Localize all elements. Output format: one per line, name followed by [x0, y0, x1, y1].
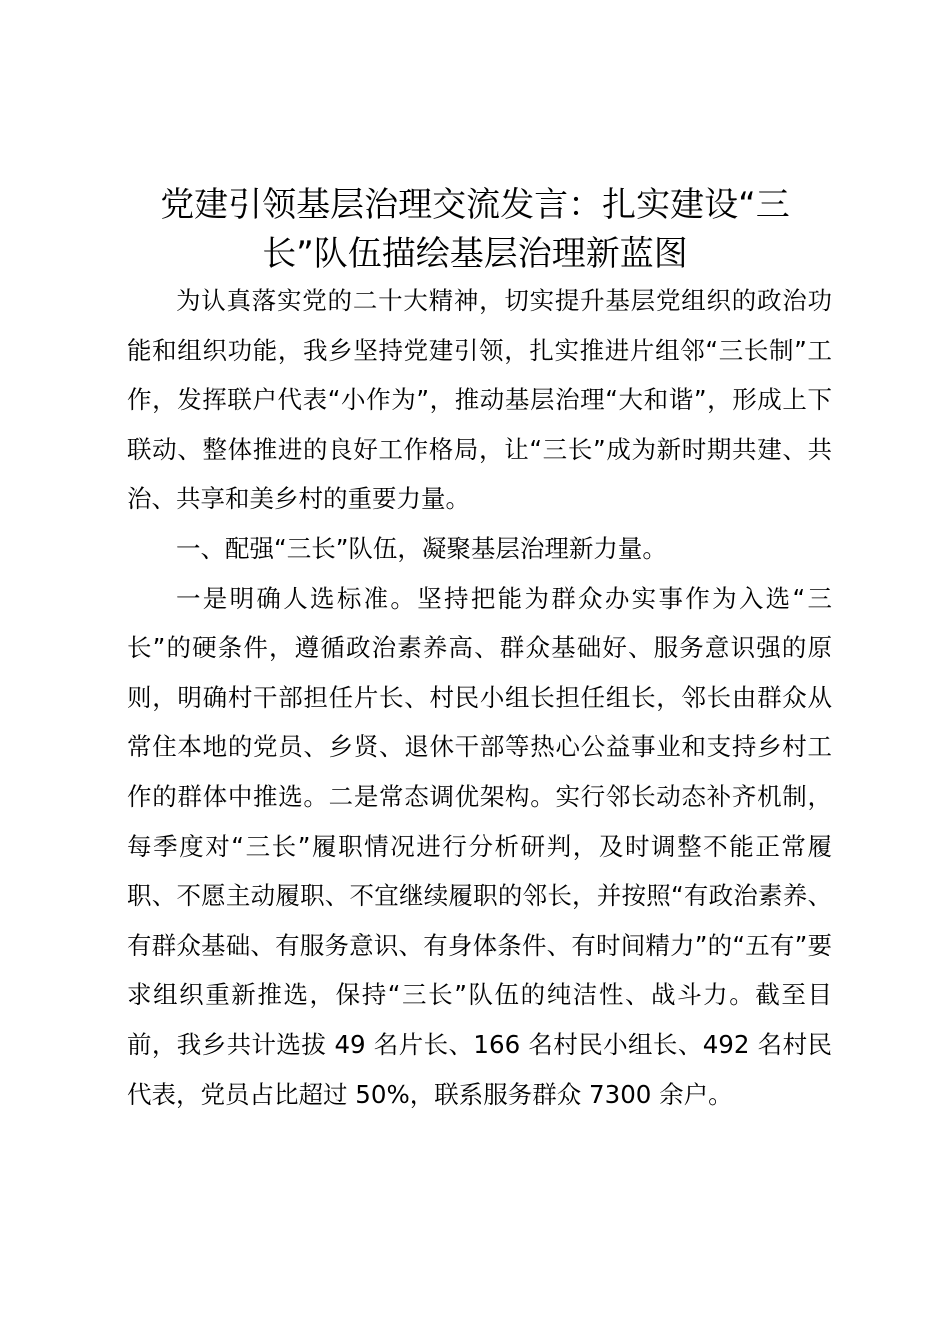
section-heading: 一、配强“三长”队伍，凝聚基层治理新力量。 [176, 533, 667, 563]
body-paragraph: 一是明确人选标准。坚持把能为群众办实事作为入选“三长”的硬条件，遵循政治素养高、群众基础好、服务意识强的原则，明确村干部担任片长、村民小组长担任组长，邻长由群众从常住本地的党员、乡贤、退休干部等热心公益事业和支持乡村工作的群体中推选。二是常态调优架构。实行邻长动态补齐机制，每季度对“三长”履职情况进行分析研判，及时调整不能正常履职、不愿主动履职、不宜继续履职的邻长，并按照“有政治素养、有群众基础、有服务意识、有身体条件、有时间精力”的“五有”要求组织重新推选，保持“三长”队伍的纯洁性、战斗力。截至目前，我乡共计选拔 49 名片长、166 名村民小组长、492 名村民代表，党员占比超过 50%，联系服务群众 7300 余户。 [127, 583, 832, 1109]
document-title: 党建引领基层治理交流发言：扎实建设“三长”队伍描绘基层治理新蓝图 [160, 185, 790, 274]
intro-paragraph: 为认真落实党的二十大精神，切实提升基层党组织的政治功能和组织功能，我乡坚持党建引领，扎实推进片组邻“三长制”工作，发挥联户代表“小作为”，推动基层治理“大和谐”，形成上下联动、整体推进的良好工作格局，让“三长”成为新时期共建、共治、共享和美乡村的重要力量。 [127, 286, 832, 514]
document-body [127, 276, 832, 1119]
